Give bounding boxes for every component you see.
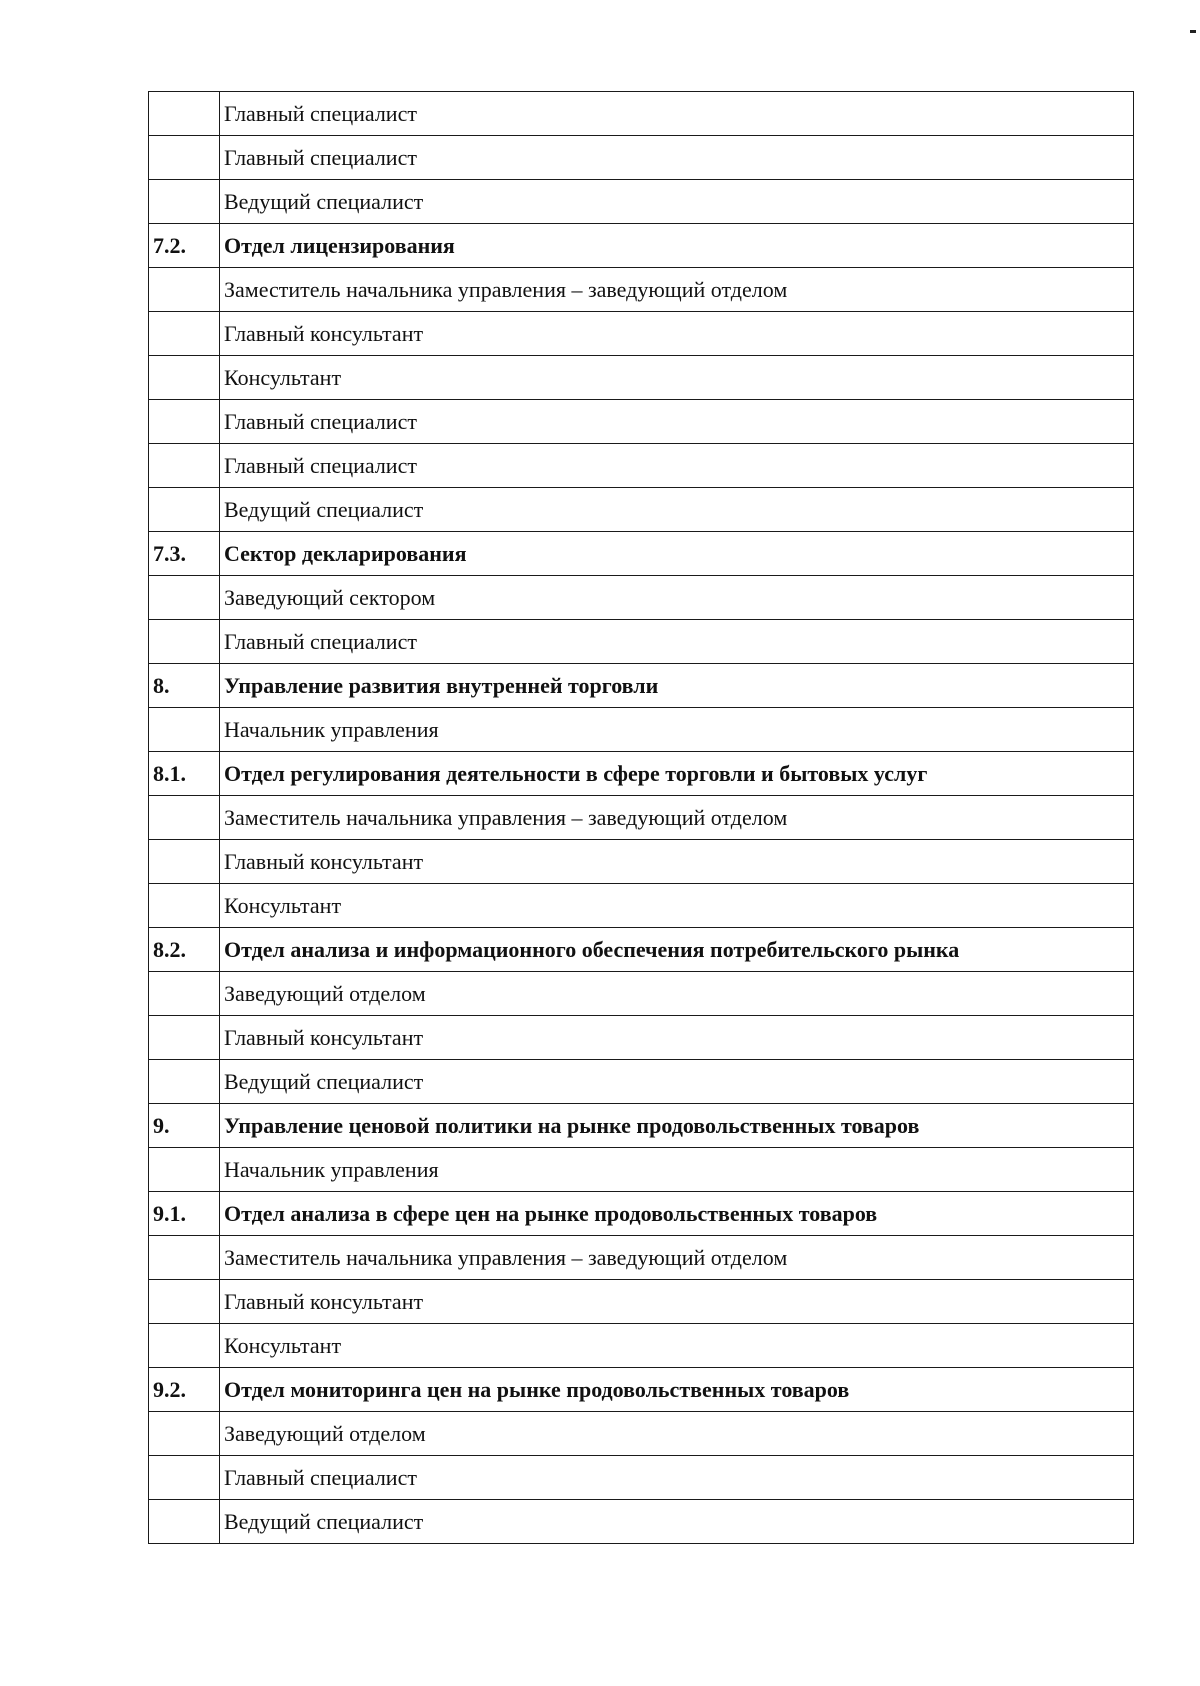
row-number-cell: 8.2. [149, 928, 220, 972]
row-number-cell [149, 620, 220, 664]
row-number-cell: 8.1. [149, 752, 220, 796]
staff-positions-table [148, 91, 1134, 1544]
position-title-cell: Заведующий отделом [220, 972, 1134, 1016]
position-title-cell: Консультант [220, 356, 1134, 400]
position-title-cell: Главный специалист [220, 1456, 1134, 1500]
position-row [149, 312, 1134, 356]
section-title-cell: Управление развития внутренней торговли [220, 664, 1134, 708]
position-row [149, 400, 1134, 444]
position-title-cell: Заместитель начальника управления – заведующий отделом [220, 268, 1134, 312]
position-title-cell: Ведущий специалист [220, 1060, 1134, 1104]
position-title-cell: Заведующий отделом [220, 1412, 1134, 1456]
position-title-cell: Главный специалист [220, 620, 1134, 664]
position-title-cell: Главный специалист [220, 136, 1134, 180]
section-row [149, 752, 1134, 796]
section-row [149, 1192, 1134, 1236]
position-title-cell: Главный консультант [220, 1280, 1134, 1324]
position-row [149, 972, 1134, 1016]
section-row [149, 664, 1134, 708]
position-title-cell: Заведующий сектором [220, 576, 1134, 620]
position-row [149, 1016, 1134, 1060]
row-number-cell [149, 1060, 220, 1104]
row-number-cell: 8. [149, 664, 220, 708]
position-title-cell: Главный специалист [220, 92, 1134, 136]
position-title-cell: Заместитель начальника управления – заведующий отделом [220, 796, 1134, 840]
position-title-cell: Ведущий специалист [220, 488, 1134, 532]
position-row [149, 1324, 1134, 1368]
position-row [149, 1148, 1134, 1192]
row-number-cell [149, 1456, 220, 1500]
scan-edge-mark [1190, 30, 1196, 33]
row-number-cell: 7.2. [149, 224, 220, 268]
section-title-cell: Отдел анализа в сфере цен на рынке продовольственных товаров [220, 1192, 1134, 1236]
row-number-cell [149, 312, 220, 356]
position-row [149, 180, 1134, 224]
row-number-cell [149, 444, 220, 488]
row-number-cell [149, 840, 220, 884]
position-title-cell: Главный специалист [220, 400, 1134, 444]
position-title-cell: Консультант [220, 1324, 1134, 1368]
document-page [148, 91, 1134, 1544]
row-number-cell [149, 1016, 220, 1060]
row-number-cell [149, 1412, 220, 1456]
row-number-cell [149, 972, 220, 1016]
position-row [149, 1060, 1134, 1104]
position-title-cell: Главный специалист [220, 444, 1134, 488]
position-row [149, 576, 1134, 620]
row-number-cell [149, 92, 220, 136]
position-row [149, 796, 1134, 840]
row-number-cell [149, 708, 220, 752]
position-title-cell: Главный консультант [220, 1016, 1134, 1060]
row-number-cell [149, 1280, 220, 1324]
position-row [149, 444, 1134, 488]
position-title-cell: Начальник управления [220, 708, 1134, 752]
section-title-cell: Отдел анализа и информационного обеспечения потребительского рынка [220, 928, 1134, 972]
section-row [149, 928, 1134, 972]
position-row [149, 136, 1134, 180]
position-row [149, 356, 1134, 400]
row-number-cell [149, 136, 220, 180]
staff-table-body [149, 92, 1134, 1544]
position-row [149, 92, 1134, 136]
row-number-cell [149, 884, 220, 928]
row-number-cell [149, 180, 220, 224]
row-number-cell [149, 488, 220, 532]
position-row [149, 488, 1134, 532]
position-title-cell: Главный консультант [220, 840, 1134, 884]
row-number-cell: 9.2. [149, 1368, 220, 1412]
row-number-cell: 7.3. [149, 532, 220, 576]
position-row [149, 884, 1134, 928]
position-row [149, 1236, 1134, 1280]
row-number-cell [149, 796, 220, 840]
section-row [149, 224, 1134, 268]
row-number-cell [149, 1324, 220, 1368]
row-number-cell [149, 1148, 220, 1192]
section-title-cell: Отдел регулирования деятельности в сфере торговли и бытовых услуг [220, 752, 1134, 796]
section-row [149, 1104, 1134, 1148]
section-row [149, 1368, 1134, 1412]
position-title-cell: Главный консультант [220, 312, 1134, 356]
position-row [149, 708, 1134, 752]
section-title-cell: Сектор декларирования [220, 532, 1134, 576]
position-title-cell: Консультант [220, 884, 1134, 928]
section-title-cell: Отдел лицензирования [220, 224, 1134, 268]
position-row [149, 620, 1134, 664]
row-number-cell [149, 576, 220, 620]
row-number-cell [149, 356, 220, 400]
row-number-cell [149, 400, 220, 444]
position-row [149, 1500, 1134, 1544]
position-title-cell: Ведущий специалист [220, 1500, 1134, 1544]
row-number-cell [149, 268, 220, 312]
section-title-cell: Отдел мониторинга цен на рынке продовольственных товаров [220, 1368, 1134, 1412]
row-number-cell [149, 1236, 220, 1280]
row-number-cell [149, 1500, 220, 1544]
position-row [149, 268, 1134, 312]
position-title-cell: Начальник управления [220, 1148, 1134, 1192]
position-row [149, 1280, 1134, 1324]
section-row [149, 532, 1134, 576]
position-row [149, 1412, 1134, 1456]
row-number-cell: 9.1. [149, 1192, 220, 1236]
position-row [149, 1456, 1134, 1500]
section-title-cell: Управление ценовой политики на рынке продовольственных товаров [220, 1104, 1134, 1148]
position-row [149, 840, 1134, 884]
row-number-cell: 9. [149, 1104, 220, 1148]
position-title-cell: Ведущий специалист [220, 180, 1134, 224]
position-title-cell: Заместитель начальника управления – заведующий отделом [220, 1236, 1134, 1280]
